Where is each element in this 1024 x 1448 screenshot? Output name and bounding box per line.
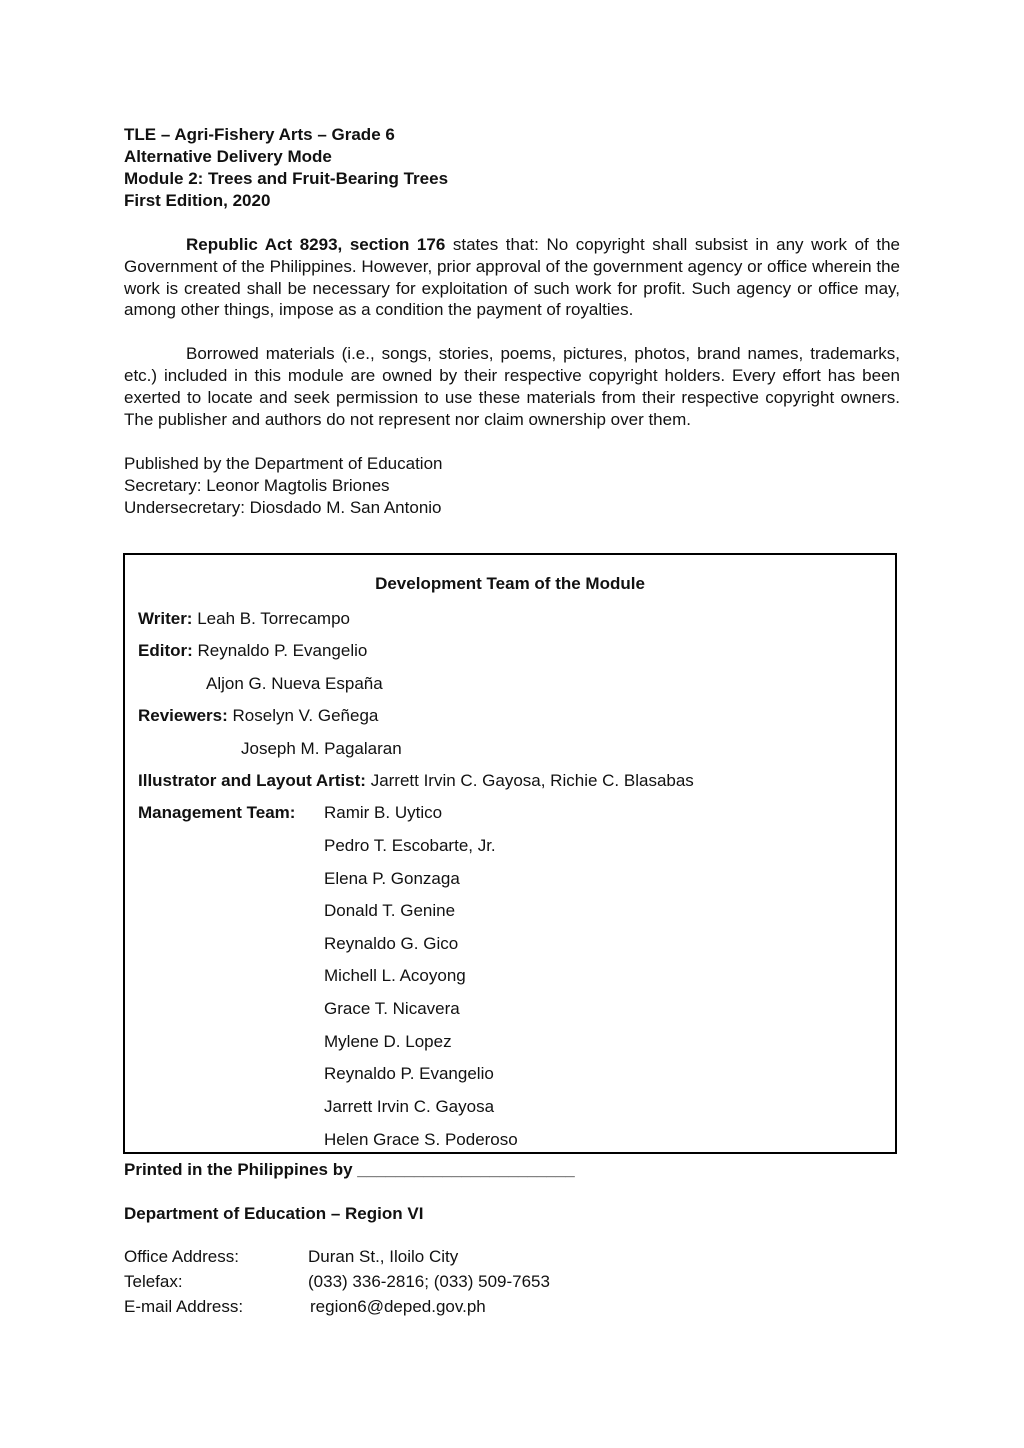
editor-label: Editor: xyxy=(138,641,193,660)
copyright-page xyxy=(124,124,900,519)
management-member: Reynaldo P. Evangelio xyxy=(324,1064,494,1083)
secretary: Secretary: Leonor Magtolis Briones xyxy=(124,476,390,496)
email-label: E-mail Address: xyxy=(124,1297,244,1316)
email-address: region6@deped.gov.ph xyxy=(310,1297,486,1316)
delivery-mode: Alternative Delivery Mode xyxy=(124,147,332,166)
copyright-text: states that: No copyright shall subsist in any work of the Government of the Philippines. However, prior approval of the government agency or office wherein the work is created shall be necessary for exploitation of such work for profit. Such agency or office may, among other things, impose as a condition the payment of royalties. xyxy=(124,235,900,320)
editor-name: Aljon G. Nueva España xyxy=(206,674,383,693)
management-member: Reynaldo G. Gico xyxy=(324,934,459,953)
editor-name: Reynaldo P. Evangelio xyxy=(197,641,368,660)
course-title: TLE – Agri-Fishery Arts – Grade 6 xyxy=(124,125,395,144)
management-member: Grace T. Nicavera xyxy=(324,999,460,1018)
undersecretary: Undersecretary: Diosdado M. San Antonio xyxy=(124,497,442,517)
telefax: (033) 336-2816; (033) 509-7653 xyxy=(308,1272,550,1291)
publisher-info xyxy=(124,453,900,518)
module-title: Module 2: Trees and Fruit-Bearing Trees xyxy=(124,169,449,188)
management-member: Ramir B. Uytico xyxy=(324,803,443,822)
team-title: Development Team of the Module xyxy=(375,574,645,593)
office-address: Duran St., Iloilo City xyxy=(308,1247,459,1266)
writer-label: Writer: xyxy=(138,609,193,628)
reviewers-label: Reviewers: xyxy=(138,706,228,725)
edition: First Edition, 2020 xyxy=(124,191,271,210)
printed-by: Printed in the Philippines by _______________________ xyxy=(124,1160,575,1179)
reviewer-name: Joseph M. Pagalaran xyxy=(241,739,402,758)
illustrator-line xyxy=(138,771,694,791)
copyright-law: Republic Act 8293, section 176 xyxy=(186,235,446,254)
editor-line xyxy=(138,641,367,661)
illustrator-names: Jarrett Irvin C. Gayosa, Richie C. Blasabas xyxy=(370,771,694,790)
management-member: Donald T. Genine xyxy=(324,901,456,920)
writer-name: Leah B. Torrecampo xyxy=(197,609,350,628)
writer-line xyxy=(138,609,350,629)
management-member: Helen Grace S. Poderoso xyxy=(324,1130,518,1149)
management-member: Pedro T. Escobarte, Jr. xyxy=(324,836,496,855)
region-office: Department of Education – Region VI xyxy=(124,1204,424,1223)
management-label: Management Team: xyxy=(138,803,296,822)
management-member: Michell L. Acoyong xyxy=(324,966,466,985)
copyright-notice xyxy=(124,234,900,321)
telefax-label: Telefax: xyxy=(124,1272,183,1291)
office-address-label: Office Address: xyxy=(124,1247,239,1266)
management-member: Mylene D. Lopez xyxy=(324,1032,452,1051)
illustrator-label: Illustrator and Layout Artist: xyxy=(138,771,366,790)
management-member: Elena P. Gonzaga xyxy=(324,869,460,888)
module-header xyxy=(124,124,900,212)
management-member: Jarrett Irvin C. Gayosa xyxy=(324,1097,495,1116)
borrowed-materials-notice: Borrowed materials (i.e., songs, stories, poems, pictures, photos, brand names, trademarks, etc.) included in this module are owned by their respective copyright holders. Every effort has been exerted to locate and seek permission to use these materials from their respective copyright owners. The publisher and authors do not represent nor claim ownership over them. xyxy=(124,344,900,429)
reviewers-line xyxy=(138,706,378,726)
reviewer-name: Roselyn V. Geñega xyxy=(232,706,379,725)
publisher: Published by the Department of Education xyxy=(124,454,443,474)
development-team-box xyxy=(123,553,897,1154)
